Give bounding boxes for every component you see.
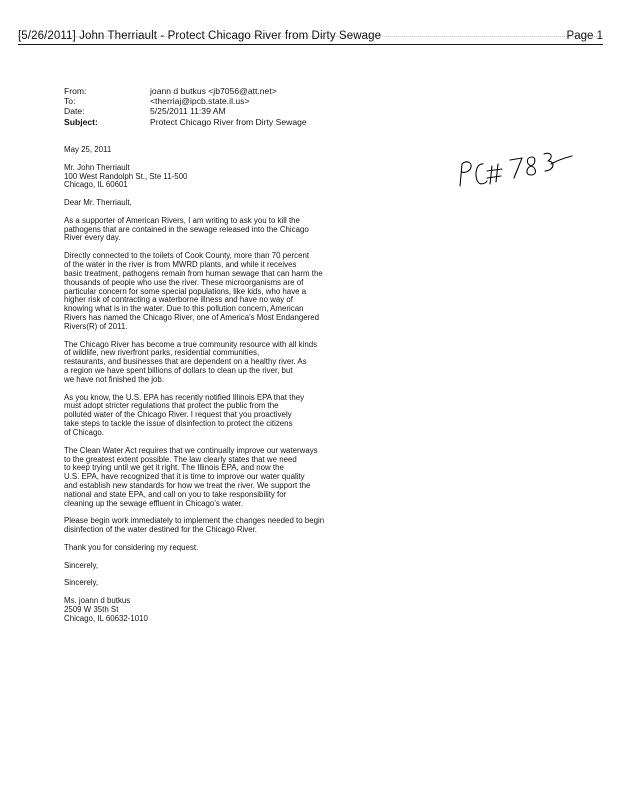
document-header — [18, 30, 603, 46]
paragraph-line: of the water in the river is from MWRD plants, and while it receives — [64, 259, 297, 269]
paragraph-line: thousands of people who use the river. These microorganisms are of — [64, 277, 304, 287]
signature-address: 2509 W 35th St — [64, 604, 119, 614]
recipient-line: Mr. John Therriault — [64, 162, 130, 172]
paragraph-line: of Chicago. — [64, 428, 104, 437]
paragraph-line: cleaning up the sewage effluent in Chicago's water. — [64, 498, 244, 508]
header-rule — [18, 44, 603, 45]
recipient-line: 100 West Randolph St., Ste 11-500 — [64, 171, 188, 181]
paragraph-line: As you know, the U.S. EPA has recently notified Illinois EPA that they — [64, 392, 305, 402]
header-page-number: Page 1 — [566, 30, 603, 42]
closing-line: Sincerely, — [64, 560, 99, 570]
paragraph-5 — [64, 447, 364, 509]
paragraph-line: pathogens that are contained in the sewage released into the Chicago — [64, 224, 309, 234]
from-value: joann d butkus <jb7056@att.net> — [150, 86, 277, 96]
salutation: Dear Mr. Therriault, — [64, 198, 132, 208]
meta-from-row — [64, 86, 307, 96]
paragraph-line: restaurants, and businesses that are dependent on a healthy river. As — [64, 357, 307, 367]
paragraph-line: polluted water of the Chicago River. I request that you proactively — [64, 410, 292, 420]
paragraph-line: disinfection of the water destined for the Chicago River. — [64, 525, 257, 535]
handwritten-note — [456, 142, 576, 194]
paragraph-line: As a supporter of American Rivers, I am writing to ask you to kill the — [64, 215, 300, 225]
paragraph-3 — [64, 341, 364, 385]
paragraph-line: Rivers(R) of 2011. — [64, 321, 128, 331]
paragraph-line: we have not finished the job. — [64, 374, 165, 384]
paragraph-line: must adopt stricter regulations that protect the public from the — [64, 401, 279, 411]
paragraph-line: The Clean Water Act requires that we continually improve our waterways — [64, 445, 318, 455]
meta-date-row — [64, 106, 307, 116]
to-label: To: — [64, 96, 76, 107]
to-value: <therriaj@ipcb.state.il.us> — [150, 96, 250, 107]
paragraph-1 — [64, 217, 364, 244]
subject-label: Subject: — [64, 116, 98, 127]
from-label: From: — [64, 86, 87, 96]
paragraph-line: The Chicago River has become a true community resource with all kinds — [64, 339, 318, 349]
paragraph-line: and establish new standards for how we treat the river. We support the — [64, 481, 311, 491]
paragraph-line: higher risk of contracting a waterborne illness and have no way of — [64, 295, 293, 305]
paragraph-line: River every day. — [64, 233, 121, 243]
signature-city: Chicago, IL 60632-1010 — [64, 613, 148, 623]
paragraph-line: Directly connected to the toilets of Cook County, more than 70 percent — [64, 251, 310, 261]
paragraph-line: to the greatest extent possible. The law clearly states that we need — [64, 454, 297, 464]
header-title: [5/26/2011] John Therriault - Protect Chicago River from Dirty Sewage — [18, 30, 382, 42]
paragraph-line: knowing what is in the water. Due to this pollution concern, American — [64, 304, 304, 314]
closing-line: Sincerely, — [64, 578, 99, 588]
paragraph-line: of wildlife, new riverfront parks, residential communities, — [64, 348, 260, 358]
subject-value: Protect Chicago River from Dirty Sewage — [150, 116, 307, 127]
paragraph-line: Rivers has named the Chicago River, one of America's Most Endangered — [64, 313, 320, 323]
date-value: 5/25/2011 11:39 AM — [150, 106, 226, 117]
signature-name: Ms. joann d butkus — [64, 596, 131, 606]
letter-body — [64, 146, 364, 624]
paragraph-line: take steps to tackle the issue of disinfection to protect the citizens — [64, 419, 293, 429]
recipient-line: Chicago, IL 60601 — [64, 180, 128, 190]
paragraph-2 — [64, 252, 364, 332]
meta-to-row — [64, 96, 307, 106]
paragraph-line: U.S. EPA, have recognized that it is time to improve our water quality — [64, 472, 305, 482]
handwritten-note-graphic — [456, 142, 576, 194]
email-meta — [64, 86, 307, 127]
paragraph-6 — [64, 517, 364, 535]
paragraph-line: national and state EPA, and call on you to take responsibility for — [64, 489, 287, 499]
paragraph-line: particular concern for some special populations, like kids, who have a — [64, 286, 307, 296]
paragraph-4 — [64, 394, 364, 438]
paragraph-7 — [64, 544, 364, 553]
paragraph-line: Please begin work immediately to implement the changes needed to begin — [64, 516, 325, 526]
paragraph-line: to keep trying until we get it right. The Illinois EPA, and now the — [64, 463, 284, 473]
paragraph-line: Thank you for considering my request. — [64, 542, 199, 552]
paragraph-line: a region we have spent billions of dollars to clean up the river, but — [64, 366, 293, 376]
letter-date: May 25, 2011 — [64, 145, 112, 154]
meta-subject-row — [64, 117, 307, 127]
date-label: Date: — [64, 106, 85, 117]
paragraph-line: basic treatment, pathogens remain from human sewage that can harm the — [64, 268, 323, 278]
